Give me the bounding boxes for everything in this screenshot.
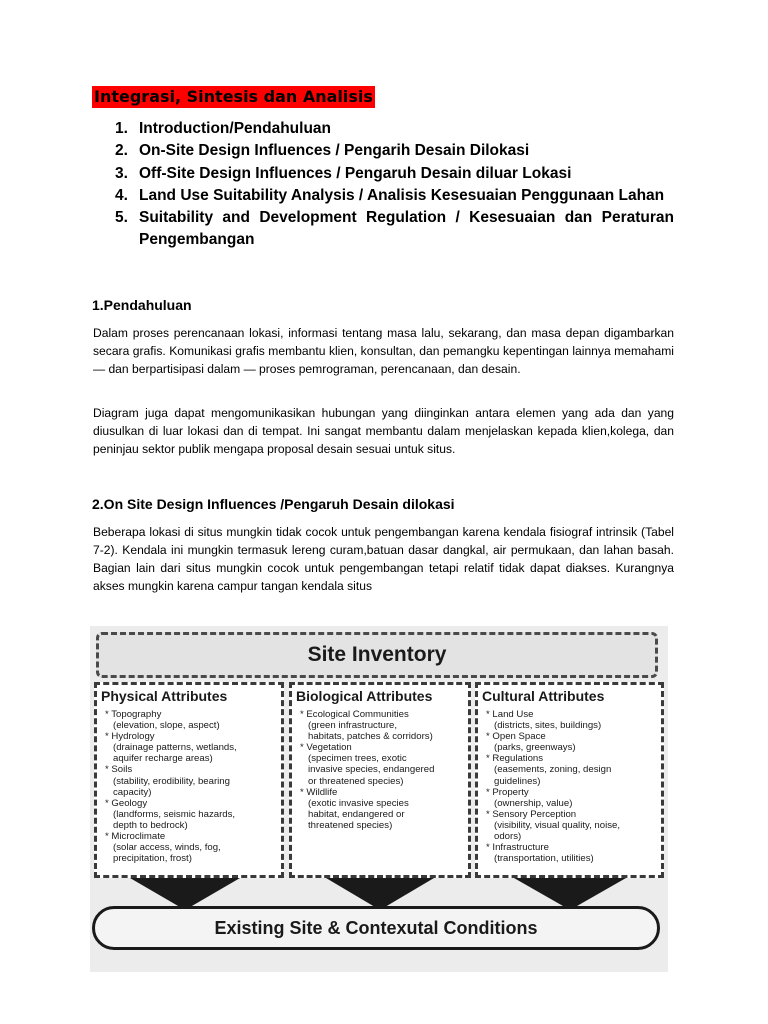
site-inventory-banner <box>96 632 658 678</box>
attribute-detail: (elevation, slope, aspect) <box>113 720 220 732</box>
cultural-attributes-box <box>475 682 664 878</box>
section-2-paragraph: Beberapa lokasi di situs mungkin tidak cocok untuk pengembangan karena kendala fisiograf intrinsik (Tabel 7-2). Kendala ini mungkin termasuk lereng curam,batuan dasar dangkal, air permukaan, dan lahan basah. Bagian lain dari situs mungkin cocok untuk pengembangan tetapi relatif tidak dapat diakses. Kurangnya akses mungkin karena campur tangan kendala situs <box>93 525 674 593</box>
physical-attributes-list <box>97 709 281 864</box>
toc-text: On-Site Design Influences / Pengarih Desain Dilokasi <box>139 142 530 160</box>
attribute-item: * Soils <box>105 764 133 776</box>
site-inventory-title: Site Inventory <box>307 643 447 666</box>
attribute-item: * Microclimate <box>105 831 166 843</box>
attribute-detail: (stability, erodibility, bearing <box>113 775 230 787</box>
toc-item <box>110 118 674 140</box>
toc-item <box>110 185 674 207</box>
cultural-attributes-list <box>478 709 661 864</box>
attribute-detail: precipitation, frost) <box>113 853 192 865</box>
attribute-detail: (solar access, winds, fog, <box>113 842 221 854</box>
site-inventory-figure <box>90 626 668 972</box>
attribute-item: * Land Use <box>486 709 534 720</box>
toc-number: 5. <box>115 209 128 227</box>
section-1-paragraph-2: Diagram juga dapat mengomunikasikan hubungan yang diinginkan antara elemen yang ada dan yang diusulkan di luar lokasi dan di tempat. Ini sangat membantu dalam menjelaskan kepada klien,kolega, dan peninjau sektor publik mengapa proposal desain sesuai untuk situs. <box>93 406 674 456</box>
document-title: Integrasi, Sintesis dan Analisis <box>94 87 373 106</box>
toc-text: Suitability and Development Regulation / Kesesuaian dan Peraturan Pengembangan <box>139 209 674 249</box>
attribute-detail: (specimen trees, exotic <box>308 753 407 765</box>
attribute-detail: habitat, endangered or <box>308 808 405 820</box>
toc-number: 2. <box>115 142 128 160</box>
attribute-detail: (transportation, utilities) <box>494 853 594 865</box>
biological-attributes-list <box>292 709 468 831</box>
toc-text: Land Use Suitability Analysis / Analisis Kesesuaian Penggunaan Lahan <box>139 186 665 204</box>
toc-item <box>110 207 674 252</box>
biological-attributes-title: Biological Attributes <box>296 688 433 704</box>
attribute-item: * Infrastructure <box>486 842 549 854</box>
attribute-detail: (parks, greenways) <box>494 742 576 754</box>
attribute-detail: (drainage patterns, wetlands, <box>113 742 237 754</box>
toc-item <box>110 163 674 185</box>
attribute-detail: (ownership, value) <box>494 797 573 809</box>
attribute-detail: (landforms, seismic hazards, <box>113 808 236 820</box>
attribute-detail: (easements, zoning, design <box>494 764 612 776</box>
attribute-detail: guidelines) <box>494 775 541 787</box>
attribute-detail: (exotic invasive species <box>308 797 409 809</box>
attribute-item: * Wildlife <box>300 786 338 798</box>
toc-text: Introduction/Pendahuluan <box>139 120 332 137</box>
attribute-item: * Geology <box>105 797 148 809</box>
table-of-contents <box>110 118 674 252</box>
existing-conditions-title: Existing Site & Contexutal Conditions <box>214 918 538 938</box>
attribute-detail: (green infrastructure, <box>308 720 398 732</box>
attribute-detail: invasive species, endangered <box>308 764 435 776</box>
attribute-item: * Vegetation <box>300 742 352 754</box>
section-1-heading: 1.Pendahuluan <box>92 297 192 313</box>
attribute-detail: aquifer recharge areas) <box>113 753 213 765</box>
toc-item <box>110 140 674 162</box>
attribute-detail: (visibility, visual quality, noise, <box>494 819 621 831</box>
attribute-detail: habitats, patches & corridors) <box>308 731 433 743</box>
attribute-item: * Property <box>486 786 529 798</box>
existing-conditions-box <box>92 906 660 950</box>
attribute-detail: depth to bedrock) <box>113 819 188 831</box>
section-1-paragraph-1: Dalam proses perencanaan lokasi, informasi tentang masa lalu, sekarang, dan masa depan digambarkan secara grafis. Komunikasi grafis membantu klien, konsultan, dan pemangku kepentingan lainnya memahami — dan berpartisipasi dalam — proses pemrograman, perencanaan, dan desain. <box>93 326 674 376</box>
section-2-heading: 2.On Site Design Influences /Pengaruh Desain dilokasi <box>92 496 455 512</box>
attribute-detail: odors) <box>494 831 522 843</box>
toc-number: 4. <box>115 186 128 204</box>
cultural-attributes-title: Cultural Attributes <box>482 688 605 704</box>
attribute-item: * Ecological Communities <box>300 709 409 720</box>
physical-attributes-title: Physical Attributes <box>101 688 228 704</box>
toc-number: 3. <box>115 164 128 182</box>
attribute-detail: capacity) <box>113 786 152 798</box>
attribute-item: * Regulations <box>486 753 544 765</box>
biological-attributes-box <box>289 682 471 878</box>
attribute-detail: threatened species) <box>308 819 393 831</box>
toc-text: Off-Site Design Influences / Pengaruh Desain diluar Lokasi <box>139 164 572 182</box>
toc-number: 1. <box>115 120 128 137</box>
physical-attributes-box <box>94 682 284 878</box>
attribute-item: * Topography <box>105 709 162 720</box>
attribute-item: * Sensory Perception <box>486 808 577 820</box>
attribute-item: * Hydrology <box>105 731 155 743</box>
attribute-detail: (districts, sites, buildings) <box>494 720 602 732</box>
attribute-item: * Open Space <box>486 731 546 743</box>
attribute-detail: or threatened species) <box>308 775 404 787</box>
